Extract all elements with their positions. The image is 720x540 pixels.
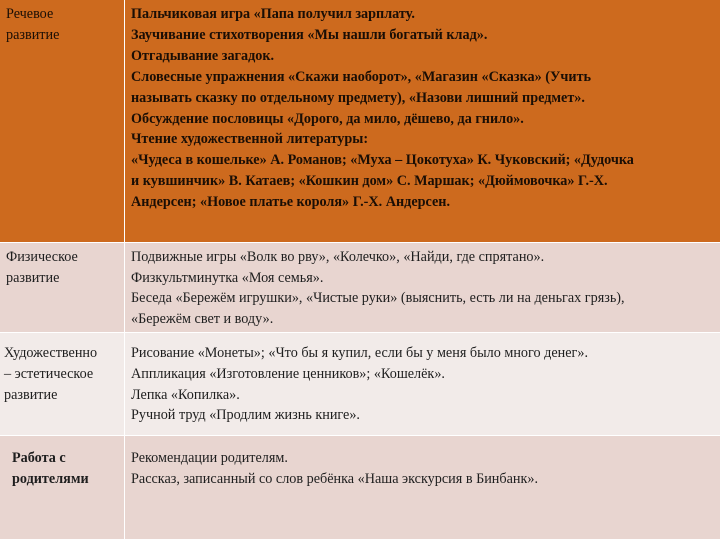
- activities-cell: [124, 436, 720, 539]
- activity-line: Чтение художественной литературы:: [131, 131, 369, 148]
- table-row-parents: [0, 436, 720, 540]
- table-row-speech: [0, 0, 720, 243]
- table-row-art: [0, 333, 720, 436]
- area-label: Художественно: [4, 345, 98, 361]
- activity-line: Пальчиковая игра «Папа получил зарплату.: [131, 6, 415, 22]
- activity-line: «Бережём свет и воду».: [131, 310, 274, 327]
- activity-line: Рисование «Монеты»; «Что бы я купил, если бы у меня было много денег».: [131, 345, 588, 361]
- activities-cell: [124, 333, 720, 435]
- area-cell: [0, 333, 124, 435]
- activity-line: Рекомендации родителям.: [131, 450, 288, 466]
- activity-line: Заучивание стихотворения «Мы нашли богатый клад».: [131, 26, 488, 43]
- activity-line: Отгадывание загадок.: [131, 47, 275, 64]
- activity-line: Лепка «Копилка».: [131, 386, 240, 403]
- activity-line: Андерсен; «Новое платье короля» Г.-Х. Андерсен.: [131, 194, 451, 211]
- activity-line: «Чудеса в кошельке» А. Романов; «Муха – Цокотуха» К. Чуковский; «Дудочка: [131, 152, 634, 169]
- activity-line: Обсуждение пословицы «Дорого, да мило, дёшево, да гнило».: [131, 110, 524, 127]
- activity-line: Подвижные игры «Волк во рву», «Колечко», «Найди, где спрятано».: [131, 249, 545, 265]
- area-cell: [0, 0, 124, 242]
- area-label: – эстетическое: [4, 365, 94, 382]
- activities-cell: [124, 243, 720, 332]
- activity-line: Словесные упражнения «Скажи наоборот», «Магазин «Сказка» (Учить: [131, 68, 592, 85]
- area-label: развитие: [4, 386, 58, 403]
- activity-line: Рассказ, записанный со слов ребёнка «Наша экскурсия в Бинбанк».: [131, 471, 539, 487]
- activity-line: Ручной труд «Продлим жизнь книге».: [131, 407, 360, 424]
- activities-cell: [124, 0, 720, 242]
- area-label: развитие: [6, 269, 60, 286]
- activity-line: Аппликация «Изготовление ценников»; «Кошелёк».: [131, 365, 445, 382]
- area-label: Речевое: [6, 6, 54, 22]
- activity-line: Беседа «Бережём игрушки», «Чистые руки» (выяснить, есть ли на деньгах грязь),: [131, 290, 625, 306]
- area-cell: [0, 436, 124, 539]
- area-label: развитие: [6, 26, 60, 43]
- area-label: Физическое: [6, 249, 78, 265]
- area-label: родителями: [12, 471, 89, 487]
- activity-line: и кувшинчик» В. Катаев; «Кошкин дом» С. Маршак; «Дюймовочка» Г.-Х.: [131, 173, 608, 190]
- activity-line: называть сказку по отдельному предмету), «Назови лишний предмет».: [131, 89, 585, 106]
- table-row-physical: [0, 243, 720, 333]
- activity-line: Физкультминутка «Моя семья».: [131, 269, 324, 286]
- area-label: Работа с: [12, 450, 66, 466]
- area-cell: [0, 243, 124, 332]
